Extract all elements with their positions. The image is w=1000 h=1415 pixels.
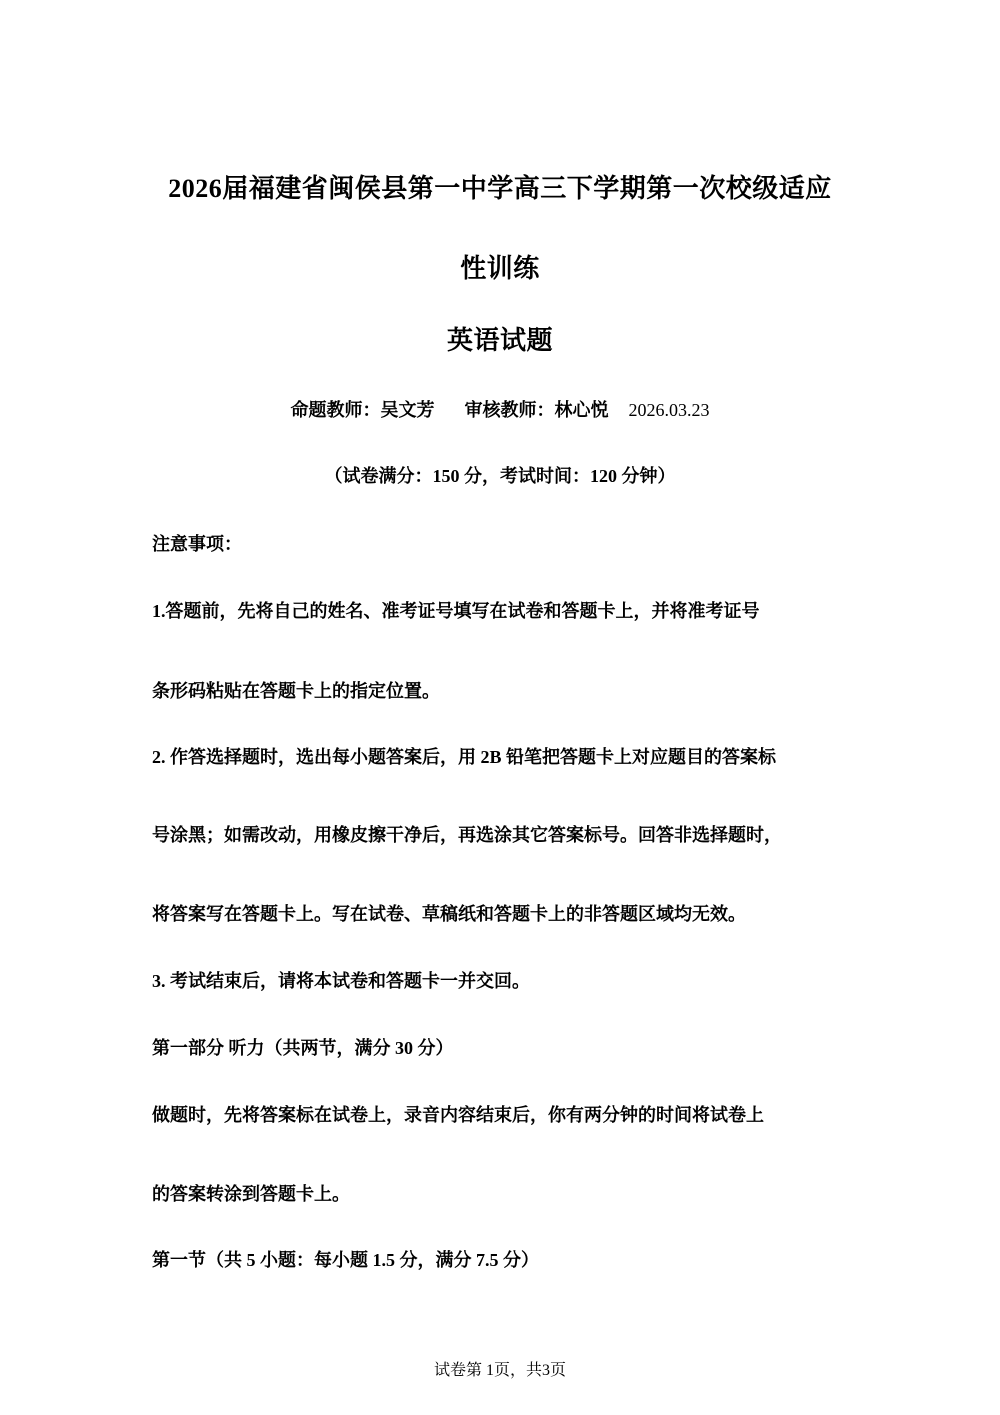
notice-item2-line1: 2. 作答选择题时，选出每小题答案后，用 2B 铅笔把答题卡上对应题目的答案标 bbox=[152, 747, 777, 767]
section1-heading: 第一节（共 5 小题：每小题 1.5 分，满分 7.5 分） bbox=[152, 1250, 539, 1270]
reviewer-label: 审核教师： bbox=[464, 400, 555, 420]
notice-item1-line2: 条形码粘贴在答题卡上的指定位置。 bbox=[152, 681, 440, 701]
notice-heading: 注意事项： bbox=[152, 534, 242, 554]
notice-item2-line2: 号涂黑；如需改动，用橡皮擦干净后，再选涂其它答案标号。回答非选择题时， bbox=[152, 825, 782, 845]
notice-item3: 3. 考试结束后，请将本试卷和答题卡一并交回。 bbox=[152, 971, 530, 991]
setter-label: 命题教师： bbox=[290, 400, 381, 420]
part1-instruction-line2: 的答案转涂到答题卡上。 bbox=[152, 1184, 350, 1204]
exam-title-line2: 性训练 bbox=[460, 254, 540, 283]
exam-date: 2026.03.23 bbox=[628, 400, 710, 420]
exam-info: （试卷满分：150 分，考试时间：120 分钟） bbox=[324, 466, 676, 486]
exam-title-line1: 2026届福建省闽侯县第一中学高三下学期第一次校级适应 bbox=[168, 174, 832, 203]
notice-item2-line3: 将答案写在答题卡上。写在试卷、草稿纸和答题卡上的非答题区域均无效。 bbox=[152, 904, 746, 924]
reviewer-name: 林心悦 bbox=[554, 400, 609, 420]
author-line bbox=[0, 396, 1000, 422]
page-footer: 试卷第 1页，共3页 bbox=[433, 1362, 566, 1379]
part1-instruction-line1: 做题时，先将答案标在试卷上，录音内容结束后，你有两分钟的时间将试卷上 bbox=[152, 1105, 764, 1125]
setter-name: 吴文芳 bbox=[380, 400, 435, 420]
notice-item1-line1: 1.答题前，先将自己的姓名、准考证号填写在试卷和答题卡上，并将准考证号 bbox=[152, 601, 760, 621]
part1-heading: 第一部分 听力（共两节，满分 30 分） bbox=[152, 1038, 454, 1058]
subject-title: 英语试题 bbox=[446, 326, 553, 355]
